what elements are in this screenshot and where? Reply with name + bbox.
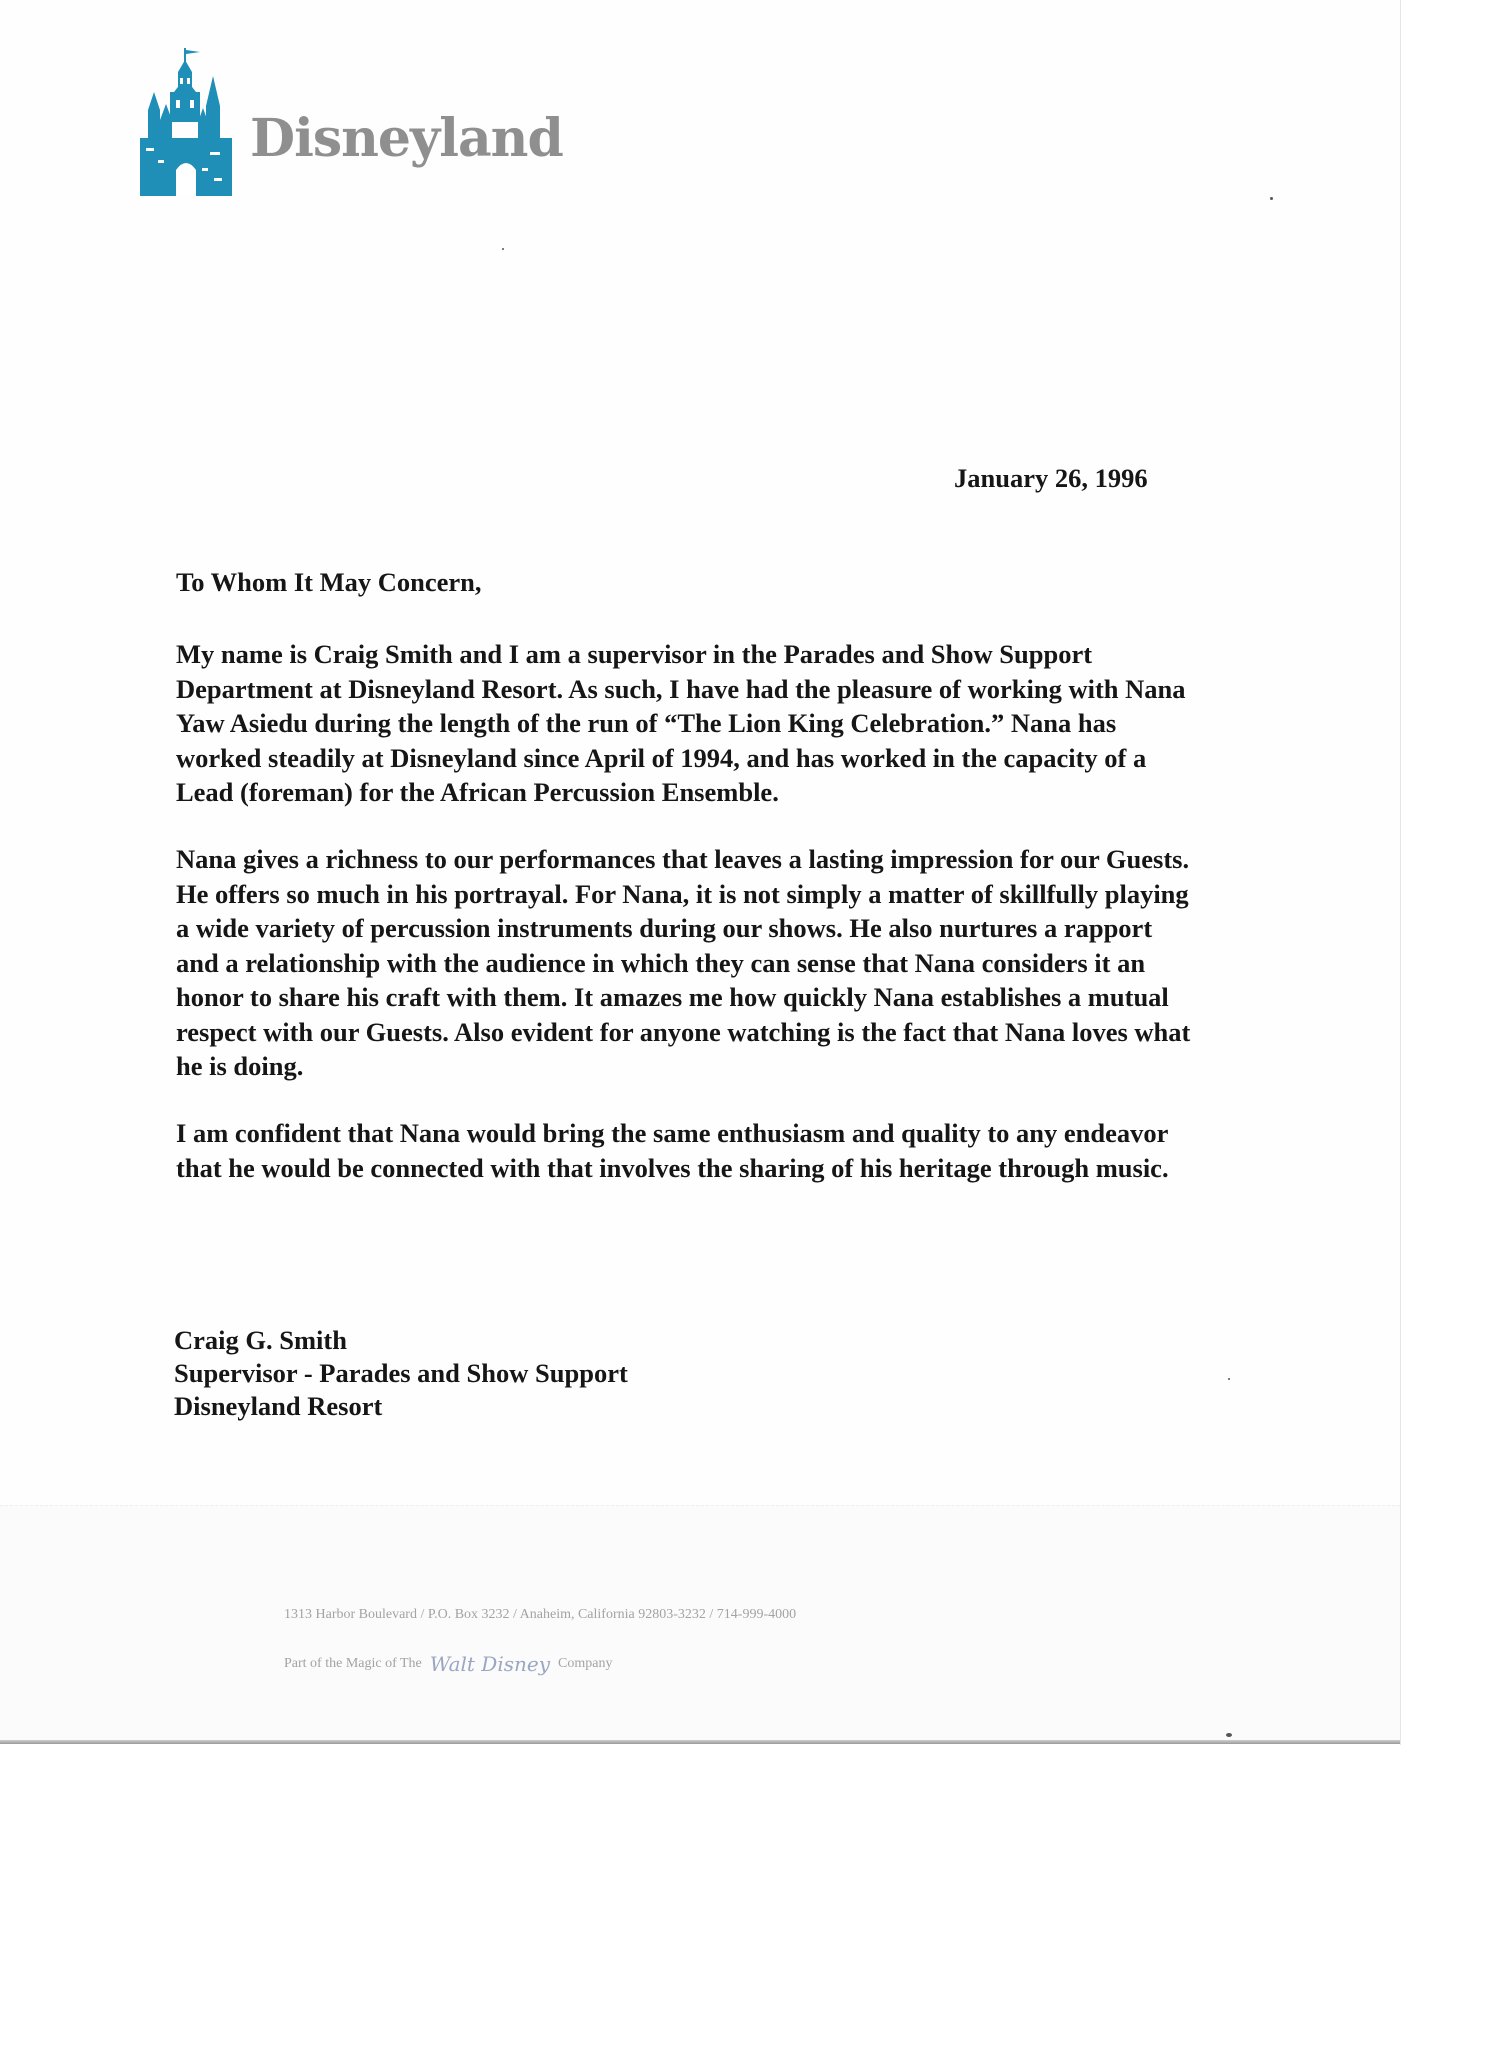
- paragraph-line: Department at Disneyland Resort. As such, I have had the pleasure of working with Nana: [176, 673, 1186, 704]
- paragraph-line: Nana gives a richness to our performances that leaves a lasting impression for our Guests.: [176, 844, 1190, 874]
- footer-tagline: [284, 1652, 612, 1676]
- signer-name: Craig G. Smith: [174, 1325, 347, 1355]
- sheet-bottom-edge: [0, 1740, 1400, 1744]
- scan-speck: [1270, 197, 1273, 200]
- footer-tagline-suffix: Company: [558, 1656, 613, 1671]
- paragraph-line: Yaw Asiedu during the length of the run of “The Lion King Celebration.” Nana has: [176, 708, 1117, 738]
- scan-speck: [1226, 1733, 1232, 1737]
- body-paragraph-2: [176, 842, 1326, 1084]
- paragraph-line: Lead (foreman) for the African Percussion Ensemble.: [176, 777, 779, 807]
- footer-tagline-prefix: Part of the Magic of The: [284, 1656, 422, 1671]
- castle-logo-icon: [140, 48, 232, 196]
- signature-block: [174, 1324, 628, 1423]
- scan-speck: [1228, 1378, 1230, 1380]
- signer-organization: Disneyland Resort: [174, 1391, 383, 1421]
- footer-band: [0, 1505, 1400, 1741]
- paragraph-line: He offers so much in his portrayal. For Nana, it is not simply a matter of skillfully playing: [176, 878, 1189, 909]
- paragraph-line: and a relationship with the audience in which they can sense that Nana considers it an: [176, 947, 1146, 978]
- walt-disney-logo: Walt Disney: [429, 1652, 551, 1676]
- disneyland-logo-text: Disneyland: [250, 108, 563, 169]
- signer-title: Supervisor - Parades and Show Support: [174, 1358, 628, 1388]
- body-paragraph-1: [176, 637, 1326, 810]
- salutation: To Whom It May Concern,: [176, 567, 482, 597]
- paragraph-line: respect with our Guests. Also evident for anyone watching is the fact that Nana loves what: [176, 1016, 1191, 1047]
- scan-speck: [502, 248, 504, 250]
- paragraph-line: My name is Craig Smith and I am a supervisor in the Parades and Show Support: [176, 639, 1093, 669]
- paragraph-line: that he would be connected with that involves the sharing of his heritage through music.: [176, 1152, 1169, 1183]
- paragraph-line: a wide variety of percussion instruments during our shows. He also nurtures a rapport: [176, 913, 1153, 943]
- paragraph-line: honor to share his craft with them. It amazes me how quickly Nana establishes a mutual: [176, 982, 1169, 1012]
- paragraph-line: worked steadily at Disneyland since April of 1994, and has worked in the capacity of a: [176, 742, 1147, 773]
- letter-date: January 26, 1996: [954, 463, 1148, 493]
- paragraph-line: I am confident that Nana would bring the same enthusiasm and quality to any endeavor: [176, 1118, 1169, 1148]
- body-paragraph-3: [176, 1116, 1326, 1185]
- footer-address: 1313 Harbor Boulevard / P.O. Box 3232 / Anaheim, California 92803-3232 / 714-999-4000: [284, 1607, 797, 1622]
- paragraph-line: he is doing.: [176, 1051, 304, 1081]
